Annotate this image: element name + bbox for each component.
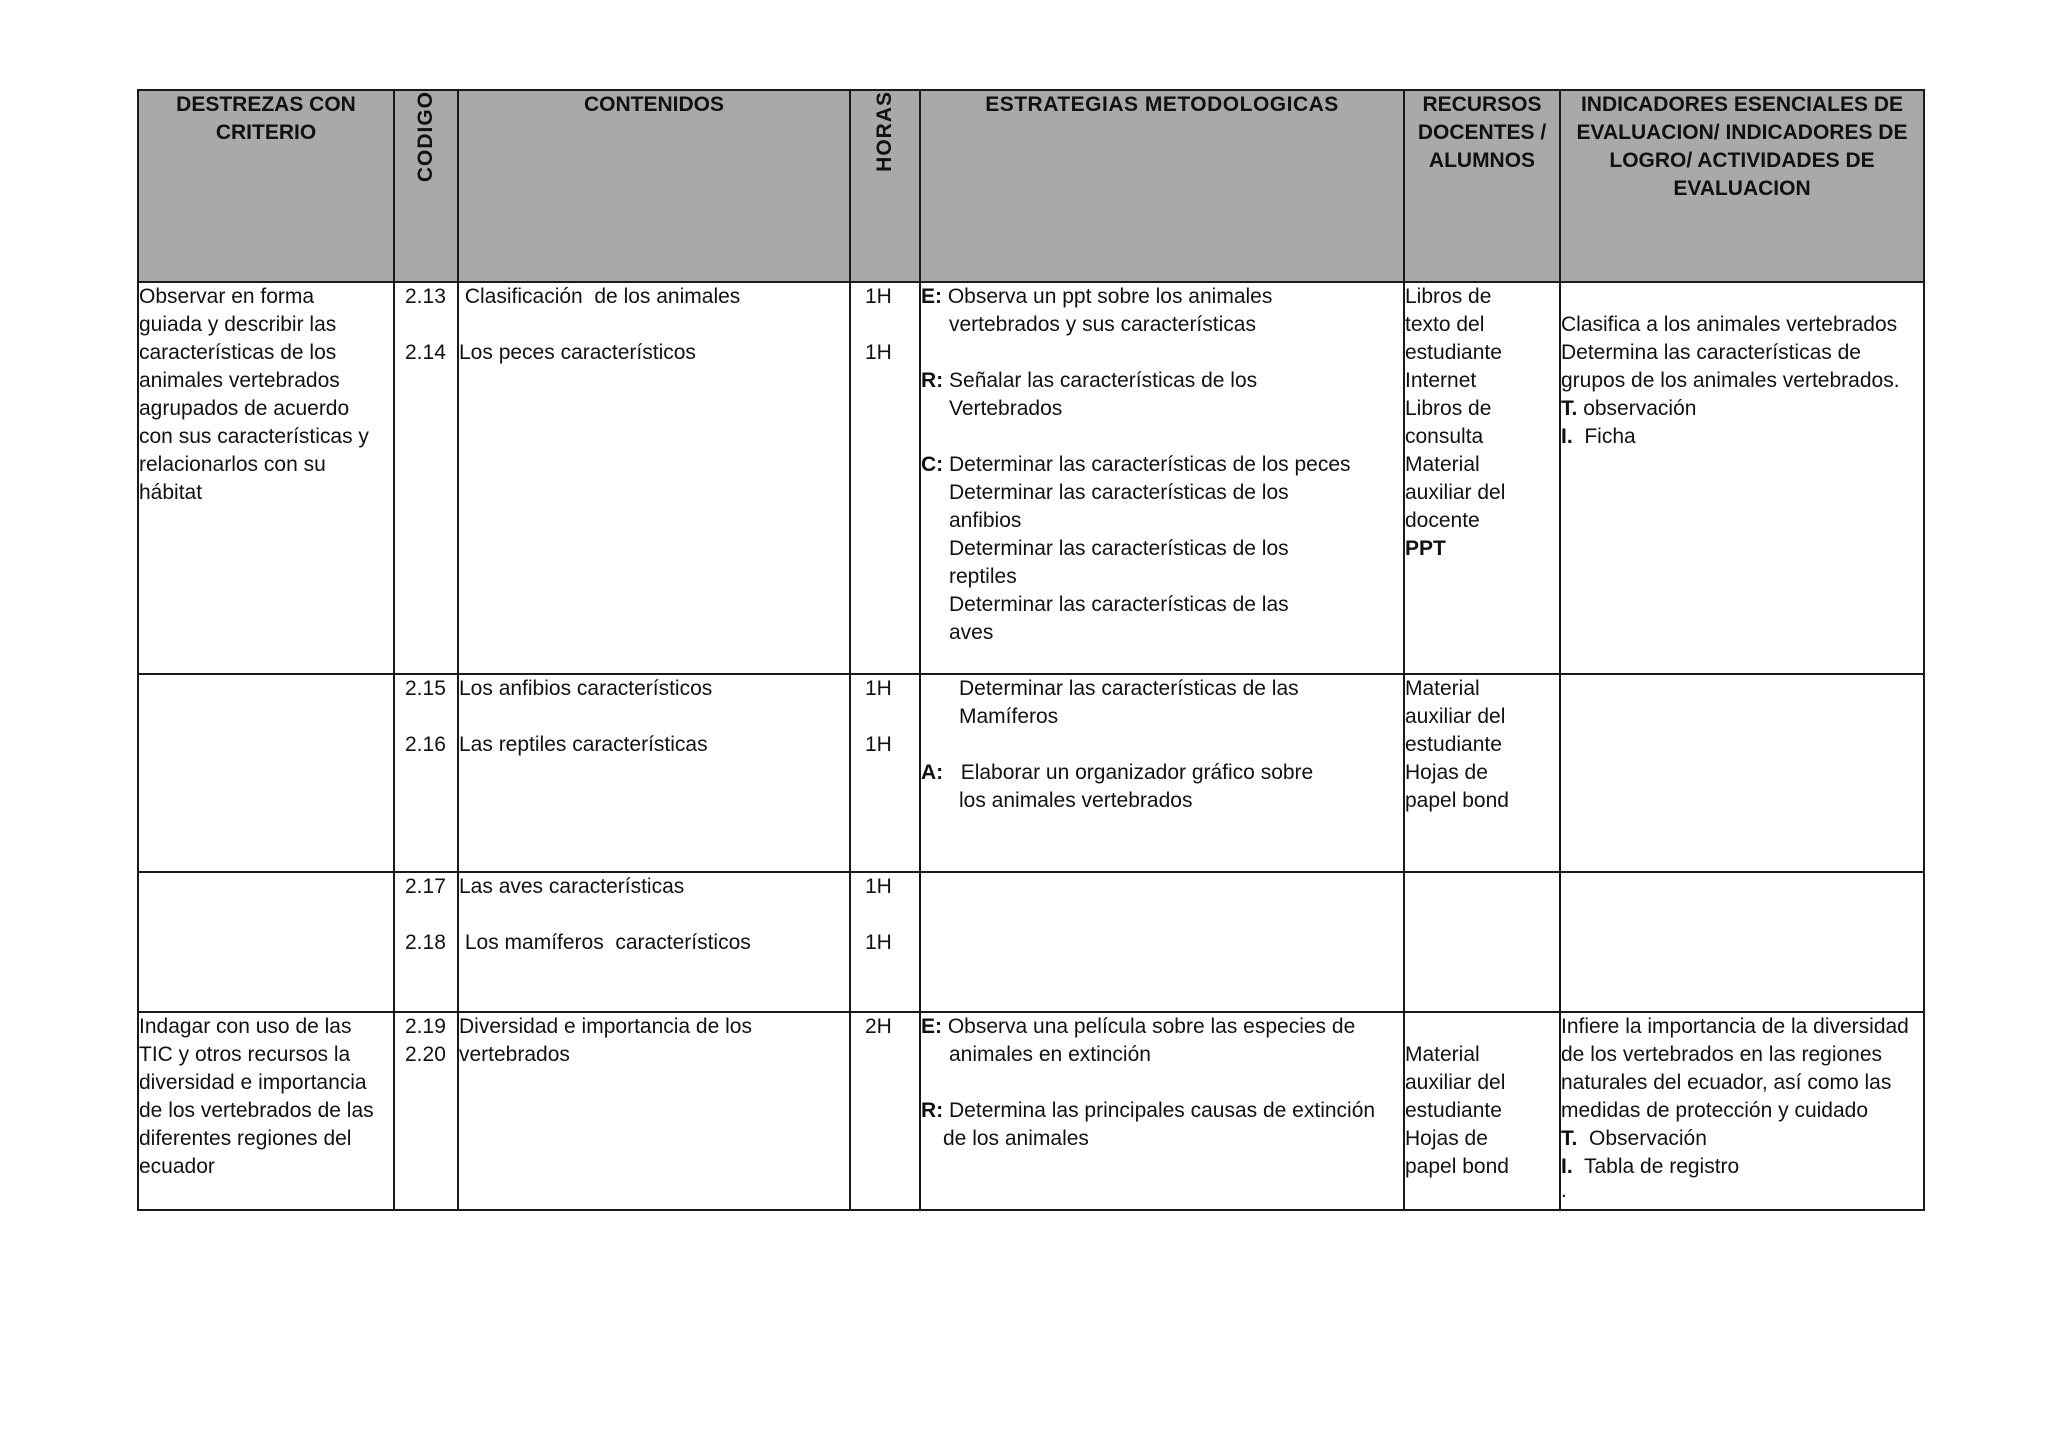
cell-contenidos: Clasificación de los animales Los peces característicos [458,282,850,674]
header-recursos: RECURSOS DOCENTES / ALUMNOS [1404,90,1560,282]
cell-codigo: 2.19 2.20 [394,1012,458,1210]
cell-destrezas [138,674,394,872]
cell-estrategias: E: Observa una película sobre las especies de animales en extinción R: Determina las principales causas de extinción de los animales [920,1012,1404,1210]
cell-horas: 1H 1H [850,872,920,1012]
cell-contenidos: Los anfibios característicos Las reptiles características [458,674,850,872]
header-codigo: CODIGO [394,90,458,282]
cell-codigo: 2.15 2.16 [394,674,458,872]
header-destrezas: DESTREZAS CON CRITERIO [138,90,394,282]
cell-estrategias: E: Observa un ppt sobre los animales vertebrados y sus características R: Señalar las características de los Vertebrados C: Determinar las características de los peces Determinar las características de los anfibios Determinar las características de los reptiles Determinar las características de las aves [920,282,1404,674]
header-estrategias: ESTRATEGIAS METODOLOGICAS [920,90,1404,282]
cell-recursos: Libros de texto del estudiante Internet Libros de consulta Material auxiliar del docente PPT [1404,282,1560,674]
cell-recursos: Material auxiliar del estudiante Hojas de papel bond [1404,674,1560,872]
header-row [138,90,1924,282]
cell-estrategias [920,872,1404,1012]
cell-codigo: 2.13 2.14 [394,282,458,674]
cell-horas: 1H 1H [850,674,920,872]
cell-destrezas: Indagar con uso de las TIC y otros recursos la diversidad e importancia de los vertebrados de las diferentes regiones del ecuador [138,1012,394,1210]
cell-destrezas [138,872,394,1012]
header-indicadores: INDICADORES ESENCIALES DE EVALUACION/ INDICADORES DE LOGRO/ ACTIVIDADES DE EVALUACION [1560,90,1924,282]
table-row [138,282,1924,674]
cell-indicadores: Clasifica a los animales vertebrados Determina las características de grupos de los animales vertebrados. T. observación I. Ficha [1560,282,1924,674]
cell-indicadores [1560,872,1924,1012]
cell-horas: 2H [850,1012,920,1210]
table-row [138,872,1924,1012]
table-row [138,1012,1924,1210]
cell-estrategias: Determinar las características de las Mamíferos A: Elaborar un organizador gráfico sobre los animales vertebrados [920,674,1404,872]
cell-destrezas: Observar en forma guiada y describir las características de los animales vertebrados agrupados de acuerdo con sus características y relacionarlos con su hábitat [138,282,394,674]
cell-indicadores: Infiere la importancia de la diversidad de los vertebrados en las regiones naturales del ecuador, así como las medidas de protección y cuidado T. Observación I. Tabla de registro . [1560,1012,1924,1210]
planning-table [137,89,1925,1211]
cell-recursos [1404,872,1560,1012]
cell-codigo: 2.17 2.18 [394,872,458,1012]
table-row [138,674,1924,872]
cell-contenidos: Las aves características Los mamíferos característicos [458,872,850,1012]
header-contenidos: CONTENIDOS [458,90,850,282]
cell-indicadores [1560,674,1924,872]
header-horas: HORAS [850,90,920,282]
cell-contenidos: Diversidad e importancia de los vertebrados [458,1012,850,1210]
cell-horas: 1H 1H [850,282,920,674]
cell-recursos: Material auxiliar del estudiante Hojas de papel bond [1404,1012,1560,1210]
